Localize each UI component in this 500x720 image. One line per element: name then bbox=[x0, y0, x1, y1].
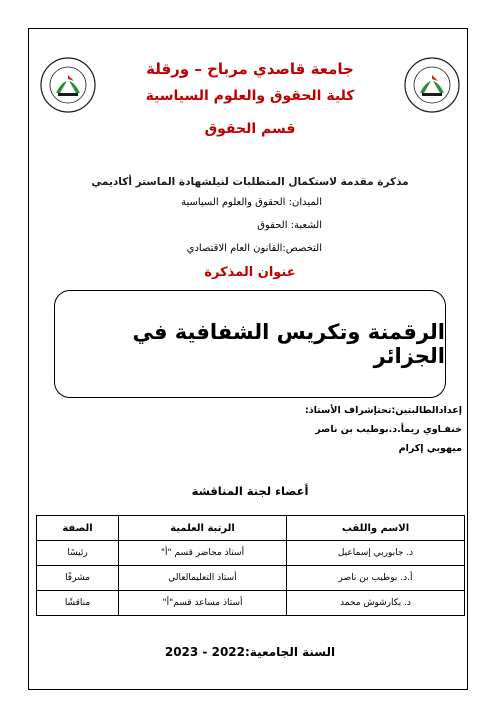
memo-specialty: التخصص:القانون العام الاقتصادي bbox=[186, 243, 322, 254]
jury-table bbox=[36, 515, 465, 616]
department-name: قسم الحقوق bbox=[204, 121, 296, 137]
table-row bbox=[37, 541, 465, 566]
jury-member-name: أ.د. بوطيب بن ناصر bbox=[287, 566, 465, 591]
jury-member-rank: أستاذ التعليمالعالي bbox=[119, 566, 287, 591]
jury-member-rank: أستاذ مساعد قسم"أ" bbox=[119, 591, 287, 616]
table-row bbox=[37, 566, 465, 591]
student-supervisor-line: خنفـاوي ريمأ.د.بوطيب بن ناصر bbox=[315, 424, 462, 435]
thesis-title: الرقمنة وتكريس الشفافية في الجزائر bbox=[132, 320, 445, 368]
column-header-role: الصفة bbox=[37, 516, 119, 541]
academic-year: السنة الجامعية:2022 - 2023 bbox=[164, 645, 336, 659]
table-row bbox=[37, 591, 465, 616]
thesis-title-label: عنوان المذكرة bbox=[204, 265, 296, 280]
jury-member-role: مشرفًا bbox=[37, 566, 119, 591]
thesis-title-box bbox=[54, 290, 446, 398]
university-name: جامعة قاصدي مرباح – ورقلة bbox=[146, 60, 354, 78]
jury-member-role: رئيسًا bbox=[37, 541, 119, 566]
student-name-2: ميهوبي إكرام bbox=[398, 443, 462, 454]
jury-member-name: د. جابوربي إسماعيل bbox=[287, 541, 465, 566]
jury-table-header bbox=[37, 516, 465, 541]
jury-member-name: د. بكارشوش محمد bbox=[287, 591, 465, 616]
jury-member-role: مناقشًا bbox=[37, 591, 119, 616]
memo-field: الميدان: الحقوق والعلوم السياسية bbox=[181, 197, 322, 208]
column-header-name: الاسم واللقب bbox=[287, 516, 465, 541]
memo-description: مذكرة مقدمة لاستكمال المتطلبات لنيلشهادة الماستر أكاديمي bbox=[91, 176, 409, 188]
faculty-name: كلية الحقوق والعلوم السياسية bbox=[145, 88, 355, 104]
column-header-rank: الرتبة العلمية bbox=[119, 516, 287, 541]
jury-member-rank: أستاذ محاضر قسم "أ" bbox=[119, 541, 287, 566]
prepared-by-line: إعدادالطالبتين:تحتإشراف الأستاذ: bbox=[304, 405, 462, 416]
jury-heading: أعضاء لجنة المناقشة bbox=[191, 484, 309, 498]
memo-branch: الشعبة: الحقوق bbox=[257, 220, 322, 231]
